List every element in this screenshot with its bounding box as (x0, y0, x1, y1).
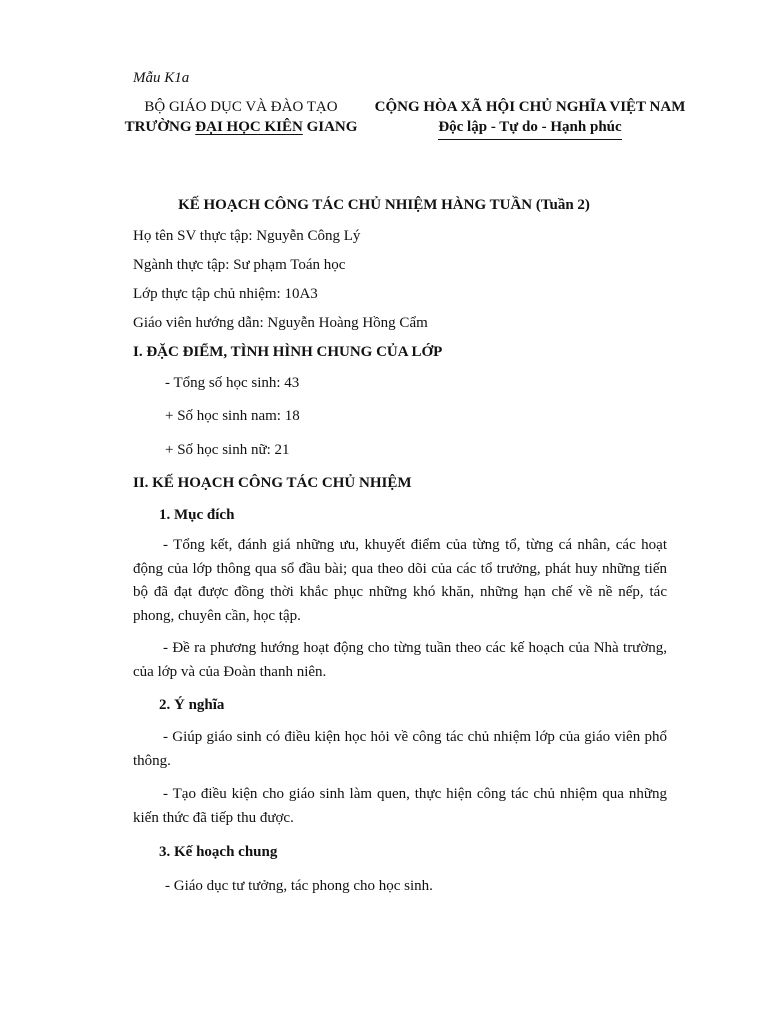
header-ministry-block (108, 97, 374, 137)
meaning-heading: 2. Ý nghĩa (159, 697, 225, 713)
student-name: Họ tên SV thực tập: Nguyễn Công Lý (133, 228, 361, 244)
male-students: + Số học sinh nam: 18 (165, 408, 300, 424)
university-name-prefix: TRƯỜNG (124, 119, 196, 135)
section1-heading: I. ĐẶC ĐIỂM, TÌNH HÌNH CHUNG CỦA LỚP (133, 344, 443, 360)
class-name: Lớp thực tập chủ nhiệm: 10A3 (133, 286, 318, 302)
document-title: KẾ HOẠCH CÔNG TÁC CHỦ NHIỆM HÀNG TUẦN (Tuần 2) (178, 197, 590, 213)
section2-heading: II. KẾ HOẠCH CÔNG TÁC CHỦ NHIỆM (133, 475, 412, 491)
supervisor: Giáo viên hướng dẫn: Nguyễn Hoàng Hồng Cẩm (133, 315, 428, 331)
ministry-name: BỘ GIÁO DỤC VÀ ĐÀO TẠO (144, 99, 338, 115)
national-name: CỘNG HÒA XÃ HỘI CHỦ NGHĨA VIỆT NAM (374, 99, 686, 115)
university-name-underlined: ĐẠI HỌC KIÊN (195, 119, 303, 135)
form-code: Mẫu K1a (133, 70, 190, 86)
purpose-paragraph-1: - Tổng kết, đánh giá những ưu, khuyết điểm của từng tổ, từng cá nhân, các hoạt động của lớp thông qua sổ đầu bài; qua theo dõi của các tổ trưởng, phát huy những tiến bộ đã đạt được đồng thời khắc phục những khó khăn, những hạn chế về nề nếp, tác phong, chuyên cần, học tập. (133, 537, 667, 624)
university-name (108, 117, 374, 137)
major: Ngành thực tập: Sư phạm Toán học (133, 257, 346, 273)
national-motto: Độc lập - Tự do - Hạnh phúc (438, 117, 621, 140)
meaning-paragraph-2: - Tạo điều kiện cho giáo sinh làm quen, thực hiện công tác chủ nhiệm qua những kiến thức đã tiếp thu được. (133, 786, 667, 826)
university-name-suffix: GIANG (302, 119, 358, 135)
plan-heading: 3. Kế hoạch chung (159, 844, 278, 860)
header-national-block (362, 97, 698, 140)
plan-item-1: - Giáo dục tư tưởng, tác phong cho học sinh. (165, 878, 433, 894)
female-students: + Số học sinh nữ: 21 (165, 442, 290, 458)
total-students: - Tổng số học sinh: 43 (165, 375, 300, 391)
purpose-heading: 1. Mục đích (159, 507, 235, 523)
meaning-paragraph-1: - Giúp giáo sinh có điều kiện học hỏi về công tác chủ nhiệm lớp của giáo viên phổ thông. (133, 729, 667, 769)
purpose-paragraph-2: - Đề ra phương hướng hoạt động cho từng tuần theo các kế hoạch của Nhà trường, của lớp và của Đoàn thanh niên. (133, 640, 667, 680)
